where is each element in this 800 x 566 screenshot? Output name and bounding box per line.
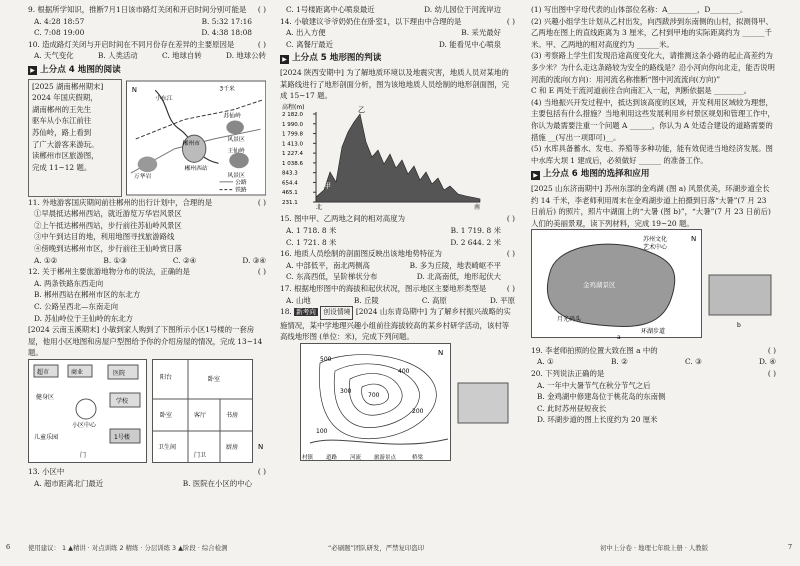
- map-scale: 3千米: [219, 85, 235, 92]
- contour-label: 500: [320, 355, 332, 363]
- intro-15-17: [2024 陕西安期中] 为了解地质环境以及地震灾害，地质人员对某地的某路线进行了地形剖面分析，图为该地地质人员绘制的地形剖面图，完成 15~17 题。: [280, 67, 510, 101]
- q12-option-d[interactable]: D. 苏仙岭位于王仙岭的东北方: [34, 313, 134, 323]
- q18-sub4: (4) 当地振兴开发过程中，抵达到该高度的区域，开发利用区域较为理想，主要包括有什么措施？当地利用这些发展利用乡村景区规划和管理工作中，你认为最需要注重一个问题 A ______，你认为 A 处适合建设的道路需要的措施 __(写出一项即可)__。: [531, 97, 775, 142]
- profile-ytick-label: 1 413.0: [282, 141, 303, 148]
- q14-options-2: [280, 39, 515, 51]
- section-5-title: 上分点 5 地形图的判读: [292, 53, 382, 64]
- q17-option-d[interactable]: D. 平原: [489, 295, 515, 305]
- contour-label: 200: [412, 407, 424, 415]
- q18-sub2: (2) 兴趣小组学生计划从乙村出发，向西跋涉到东南侧的山村，拟测得甲、乙两地在图上的直线距离为 3 厘米，乙村到甲地的实际距离约为 ______千米。甲、乙两地的相对高度约为 ______米。: [531, 16, 773, 49]
- q16-options-2: [280, 271, 515, 283]
- label-hospital: 医院: [113, 369, 126, 377]
- q17-option-c[interactable]: C. 高原: [421, 295, 447, 305]
- intro-line: 完成 11~12 题。: [32, 162, 92, 172]
- label-west-station: 郴州西站: [184, 165, 208, 172]
- label-living: 客厅: [194, 411, 207, 419]
- label-kitchen: 厨房: [226, 443, 239, 451]
- q18-sub1: (1) 写出图中字母代表的山体部位名称：A________，D________。: [531, 5, 748, 14]
- chenzhou-tourism-map: [126, 79, 266, 197]
- q15-paren: ( ): [506, 214, 515, 224]
- q9-option-d[interactable]: D. 4:38 18:08: [201, 28, 252, 38]
- figure-b-label: b: [737, 322, 741, 330]
- q11-paren: ( ): [257, 197, 266, 207]
- q11-options: [28, 255, 266, 267]
- intro-line: 苏仙岭，路上看到: [32, 127, 92, 137]
- map-wangxianling: [229, 152, 248, 168]
- q11-option-d[interactable]: D. ③④: [242, 255, 266, 265]
- q13-options: [28, 478, 266, 490]
- q16-options: [280, 260, 515, 272]
- label-doorman: 门卫: [194, 451, 207, 459]
- q17-option-a[interactable]: A. 山地: [286, 295, 311, 305]
- question-9: [28, 4, 266, 16]
- q11-text: 11. 外地游客国庆期间前往郴州的出行计划中，合理的是: [28, 197, 213, 207]
- q15-option-a[interactable]: A. 1 718. 8 米: [286, 225, 337, 235]
- section-4-heading: [28, 65, 266, 77]
- q19-option-b[interactable]: B. ②: [610, 357, 628, 367]
- q13-options-cont: [280, 4, 515, 16]
- q11-item: ①早晨抵达郴州西站，就近游览万华岩风景区: [34, 209, 182, 219]
- page-number-right: 7: [788, 543, 793, 551]
- page-number-left: 6: [6, 543, 11, 551]
- q15-option-d[interactable]: D. 2 644. 2 米: [450, 237, 501, 247]
- q16-paren: ( ): [506, 249, 515, 259]
- q16-option-a[interactable]: A. 中部低平，南北两侧高: [286, 260, 370, 270]
- question-19: [531, 345, 776, 357]
- label-xiaodongjiang: 小东江: [154, 95, 173, 102]
- q11-option-a[interactable]: A. ①②: [34, 255, 58, 265]
- label-bedroom-1: 卧室: [208, 375, 221, 383]
- sunset-photo: [709, 275, 771, 315]
- q14-option-a[interactable]: A. 出入方便: [286, 28, 326, 38]
- label-study: 书房: [226, 411, 239, 419]
- q15-option-c[interactable]: C. 1 721. 8 米: [286, 237, 337, 247]
- label-art-center: 艺术中心: [643, 244, 668, 252]
- q10-option-c[interactable]: C. 地球自转: [162, 51, 202, 61]
- intro-line: 驱车从小东江前往: [32, 116, 92, 126]
- flag-icon: ▶: [531, 171, 540, 180]
- label-commerce: 商业: [71, 368, 84, 376]
- q14-paren: ( ): [506, 16, 515, 26]
- label-suxianling: 苏仙岭: [223, 113, 241, 120]
- q11-option-c[interactable]: C. ②④: [172, 255, 197, 265]
- q12-option-b[interactable]: B. 郴州西站在郴州市区的东北方: [34, 290, 141, 300]
- label-supermarket: 超市: [37, 368, 50, 376]
- village-photo: [458, 383, 508, 423]
- map-city: [182, 135, 205, 162]
- q18-sub3: (3) 考察路上学生们发现沿途高度变化大，请推测这条小路的起止高差约为多少米？为什么走这条路较为安全的路线是？沿小河向你向北走，能否说明河流的流向(方向)：用河流名称推断“图中河流流向(方向)”: [531, 51, 775, 84]
- q18-tag-context: 创设情境: [320, 306, 353, 320]
- intro-line: 读郴州市区旅游图，: [32, 151, 99, 161]
- q15-option-b[interactable]: B. 1 719. 8 米: [450, 225, 501, 235]
- q9-paren: ( ): [257, 5, 266, 14]
- terrain-profile-figure: [280, 102, 515, 210]
- label-fitness: 健身区: [36, 393, 55, 401]
- question-18: [280, 306, 515, 343]
- q12-option-a[interactable]: A. 两条铁路东西走向: [34, 278, 104, 288]
- section-6-title: 上分点 6 地图的选择和应用: [543, 169, 650, 180]
- label-moon-pier: 月光码头: [557, 316, 582, 324]
- q17-text: 17. 根据地形图中的海拔和起伏状况，图示地区主要地形类型是: [280, 283, 487, 293]
- q13-paren: ( ): [257, 467, 266, 477]
- north-arrow-icon: N: [691, 235, 697, 244]
- q14-option-c[interactable]: C. 离餐厅最近: [286, 39, 334, 49]
- q18-num: 18.: [280, 307, 292, 317]
- jinji-lake-figure: [531, 229, 776, 341]
- label-center: 小区中心: [72, 421, 97, 429]
- label-lake-trail: 环湖步道: [641, 328, 666, 336]
- q16-text: 16. 地质人员绘制的剖面图反映出该地地势特征为: [280, 249, 442, 259]
- column-right: [531, 4, 776, 426]
- question-16: [280, 248, 515, 260]
- q20-option-d[interactable]: D. 环湖步道的图上长度约为 20 厘米: [537, 415, 658, 425]
- q12-text: 12. 关于郴州主要旅游地物分布的说法，正确的是: [28, 267, 190, 277]
- q20-text: 20. 下列说法正确的是: [531, 369, 605, 379]
- north-arrow-icon: N: [131, 85, 137, 94]
- q13-option-d[interactable]: D. 幼儿园位于河流岸边: [424, 5, 501, 14]
- q9-text: 9. 根据所学知识，推断7月1日该市路灯关闭和开启时间分别可能是: [28, 5, 247, 14]
- flag-icon: ▶: [28, 66, 37, 75]
- figure-a-label: a: [617, 334, 621, 342]
- q19-option-c[interactable]: C. ③: [685, 357, 702, 367]
- q9-options-2: [28, 27, 266, 39]
- q15-options: [280, 225, 515, 237]
- legend-bridge: 桥梁: [412, 454, 424, 461]
- label-scenic-2: 风景区: [227, 172, 245, 179]
- q15-text: 15. 图中甲、乙两地之间的相对高度为: [280, 214, 405, 224]
- q10-text: 10. 造成路灯关闭与开启时间在不同月份存在差异的主要原因是: [28, 39, 235, 49]
- question-15: [280, 213, 515, 225]
- profile-ytick-label: 1 227.4: [282, 150, 303, 157]
- label-lake-scenic: 金鸡湖景区: [583, 281, 616, 290]
- label-playground: 儿童乐园: [34, 433, 59, 441]
- contour-map-figure: [280, 343, 515, 461]
- profile-ytick-label: 231.1: [282, 199, 298, 206]
- q19-text: 19. 李老师拍照的位置大致在图 a 中的: [531, 345, 658, 355]
- profile-ytick-label: 654.4: [282, 180, 298, 187]
- q11-item: ②上午抵达郴州西站，步行前往苏仙岭风景区: [34, 220, 182, 230]
- label-scenic-1: 风景区: [227, 136, 245, 143]
- q15-options-2: [280, 237, 515, 249]
- label-gate: 门: [80, 451, 87, 459]
- label-wangxianling: 王仙岭: [227, 148, 245, 155]
- fountain-icon: [76, 399, 96, 419]
- section-4-intro-row: [28, 79, 266, 197]
- q16-option-d[interactable]: D. 北高南低，地形起伏大: [416, 272, 501, 282]
- label-culture-center: 苏州文化: [643, 236, 668, 244]
- question-17: [280, 283, 515, 295]
- q14-option-b[interactable]: B. 采光最好: [461, 28, 501, 38]
- legend-scenic: 旅游景点: [374, 454, 397, 461]
- q9-option-a[interactable]: A. 4:28 18:57: [34, 16, 85, 26]
- column-left: [28, 4, 266, 490]
- profile-south: 南: [474, 203, 481, 210]
- q20-option-b[interactable]: B. 金鸡湖中修建岛位于桃花岛的东南侧: [537, 392, 666, 402]
- question-10: [28, 39, 266, 51]
- question-20: [531, 368, 776, 380]
- q17-options: [280, 295, 515, 307]
- legend-road: 道路: [326, 454, 338, 461]
- label-wanhuayan: 万华岩: [133, 173, 152, 180]
- flag-icon: ▶: [280, 55, 289, 64]
- profile-north: 北: [316, 203, 323, 210]
- section-5-heading: [280, 53, 515, 65]
- section-4-title: 上分点 4 地图的阅读: [40, 64, 121, 75]
- profile-ytick-label: 1 799.8: [282, 131, 303, 138]
- question-12: [28, 266, 266, 278]
- q10-option-b[interactable]: B. 人类活动: [97, 51, 138, 61]
- question-14: [280, 16, 515, 28]
- question-13: [28, 466, 266, 478]
- q10-paren: ( ): [257, 39, 266, 49]
- intro-line: 了广大游客来游玩。: [32, 139, 99, 149]
- q19-option-d[interactable]: D. ④: [759, 357, 776, 367]
- profile-ytick-label: 2 182.0: [282, 111, 303, 118]
- q10-option-a[interactable]: A. 天气变化: [34, 51, 74, 61]
- q12-option-c[interactable]: C. 公路呈西北—东南走向: [34, 301, 118, 311]
- q20-option-a[interactable]: A. 一年中大暑节气在秋分节气之后: [537, 380, 651, 390]
- q14-options: [280, 27, 515, 39]
- section-6-heading: [531, 169, 776, 181]
- q17-paren: ( ): [506, 283, 515, 293]
- intro-line: [2025 湖南郴州期末]: [32, 81, 104, 91]
- q10-option-d[interactable]: D. 地球公转: [226, 51, 266, 61]
- community-plan-figure: [28, 359, 266, 463]
- question-11: [28, 197, 266, 209]
- label-bedroom-2: 卧室: [160, 411, 173, 419]
- profile-ylabel: 高程(m): [282, 103, 305, 111]
- contour-label: 700: [368, 391, 380, 399]
- intro-line: 湖南郴州的王先生: [32, 104, 92, 114]
- intro-19-20: [2025 山东济南期中] 苏州东部的金鸡湖 (图 a) 风景优美，环湖步道全长约 14 千米，李老师利用周末在金鸡湖步道上拍摄到日落“大暑”(7 月 23 日前后) 的照片，照片中湖面上的“大暑 (图 b)”，“大暑”(7 月 23 日前后)人们的美丽景观，读下列材料，完成 19~20 题。: [531, 183, 771, 228]
- peak-label-yi: 乙: [358, 105, 365, 114]
- q18-sub3b: C 和 E 两处干流河道前往合向南汇入一起，判断依据是 ________。: [531, 86, 751, 96]
- q14-option-d[interactable]: D. 能看见中心喷泉: [438, 39, 501, 49]
- legend-road: 公路: [234, 179, 247, 186]
- label-balcony: 阳台: [160, 373, 173, 381]
- map-wanhuayan: [137, 156, 156, 172]
- label-school: 学校: [116, 397, 129, 405]
- q13-option-a[interactable]: A. 超市距离北门最近: [34, 479, 104, 489]
- q13-text: 13. 小区中: [28, 467, 65, 477]
- north-arrow-icon: N: [258, 442, 264, 451]
- q10-options: [28, 50, 266, 62]
- legend-river: 河流: [350, 454, 362, 461]
- label-building-1: 1号楼: [114, 433, 130, 441]
- q11-option-b[interactable]: B. ①③: [103, 255, 127, 265]
- intro-box: [28, 79, 122, 197]
- q14-text: 14. 小敏建议爷爷奶奶住在卧室1，以下理由中合理的是: [280, 16, 462, 26]
- footer-left: 使用建议： 1 ▲精讲 · 对点训练 2 精练 · 分层训练 3 ▲阶段 · 综合检测: [28, 544, 228, 552]
- q16-option-c[interactable]: C. 东高西低，呈阶梯状分布: [286, 272, 378, 282]
- q19-options: [531, 356, 776, 368]
- q18-text: [2024 山东青岛期中] 为了解乡村振兴战略的实施情况，某中学地理兴趣小组前往海拔较高的某乡村研学活动，该村等高线地形图 (单位：米)，完成下列问题。: [280, 307, 511, 342]
- intro-13-14: [2024 云南玉溪期末] 小敏到家人购到了下图所示小区1号楼的一套房屋，他用小区地图和房屋户型图给予你的介绍房屋的情况，完成 13~14 题。: [28, 325, 263, 358]
- q18-sub5: (5) 水库具备蓄水、发电、养殖等多种功能，能有效促进当地经济发展。图中水库大坝 1 建成后，必须做好 ______ 的准备工作。: [531, 144, 773, 165]
- contour-label: 100: [316, 427, 328, 435]
- q19-option-a[interactable]: A. ①: [537, 357, 554, 367]
- profile-ytick-label: 843.3: [282, 170, 298, 177]
- footer-right: 初中上分卷 · 地理七年级上册 · 人教版: [600, 544, 709, 552]
- q13-option-b[interactable]: B. 医院在小区的中心: [182, 479, 252, 489]
- contour-label: 400: [398, 367, 410, 375]
- q9-options: [28, 16, 266, 28]
- column-middle: [280, 4, 515, 464]
- q17-option-b[interactable]: B. 丘陵: [353, 295, 379, 305]
- north-arrow-icon: N: [438, 348, 444, 357]
- profile-terrain: [316, 114, 480, 202]
- q11-item: ④傍晚到达郴州市区，步行前往王仙岭赏日落: [34, 243, 182, 253]
- profile-ytick-label: 1 038.6: [282, 160, 303, 167]
- q12-paren: ( ): [257, 267, 266, 277]
- q9-option-c[interactable]: C. 7:08 19:00: [34, 28, 85, 38]
- label-bathroom: 卫生间: [158, 443, 177, 451]
- footer-middle: “必刷题”团队研发，严禁复印盗印: [328, 544, 425, 552]
- q13-option-c[interactable]: C. 1号楼距离中心喷泉最近: [286, 5, 375, 14]
- contour-label: 300: [340, 387, 352, 395]
- q9-option-b[interactable]: B. 5:32 17:16: [201, 16, 252, 26]
- profile-ytick-label: 465.1: [282, 189, 298, 196]
- label-city: 郴州市: [182, 140, 200, 147]
- peak-label-jia: 甲: [324, 181, 331, 190]
- q16-option-b[interactable]: B. 多为丘陵，地表崎岖不平: [409, 260, 501, 270]
- q18-tag-new: 新考向: [296, 308, 316, 317]
- legend-village: 村镇: [302, 454, 314, 461]
- profile-ytick-label: 1 990.0: [282, 121, 303, 128]
- q19-paren: ( ): [767, 345, 776, 355]
- q20-paren: ( ): [767, 369, 776, 379]
- intro-line: 2024 年国庆假期，: [32, 93, 98, 103]
- q11-item: ③中午到达目的地，利用地图寻找旅游路线: [34, 232, 175, 242]
- profile-yticks: [282, 112, 316, 206]
- map-suxianling: [226, 120, 244, 134]
- q20-option-c[interactable]: C. 此时苏州昼短夜长: [537, 403, 607, 413]
- legend-rail: 铁路: [234, 187, 247, 194]
